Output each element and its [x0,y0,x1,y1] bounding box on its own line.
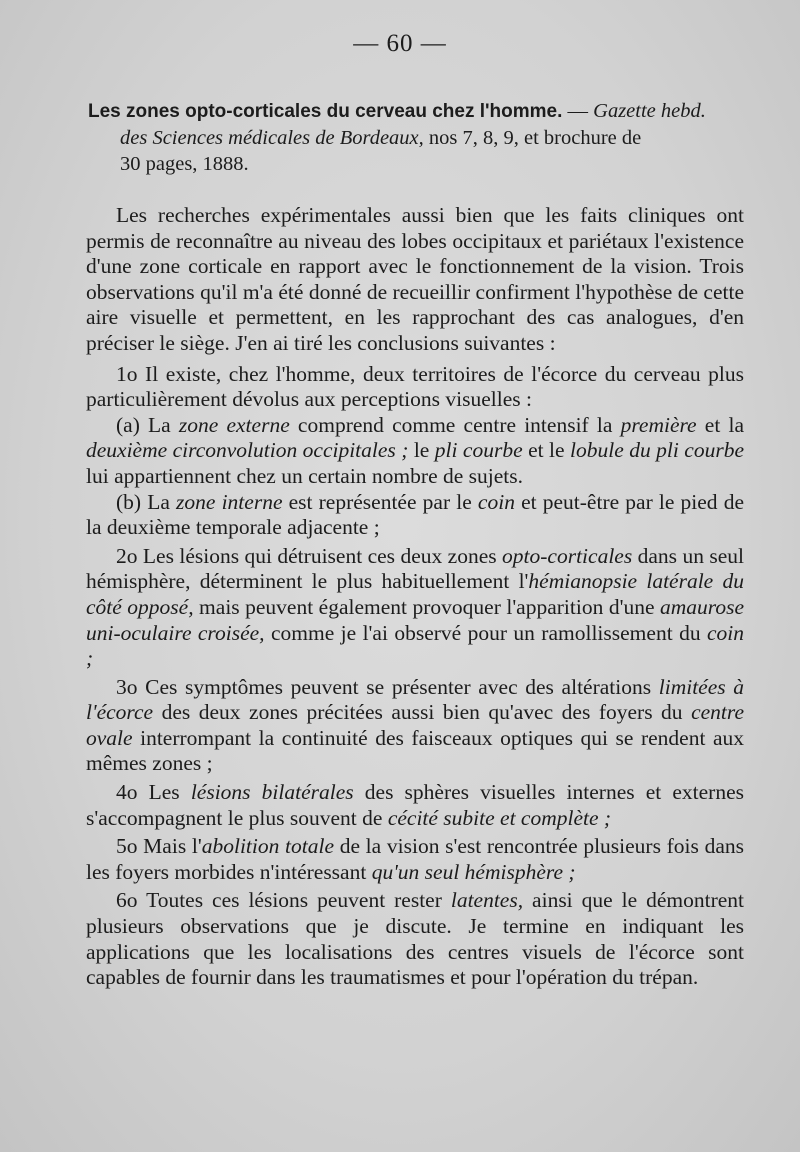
italic-run: lobule du pli courbe [570,438,744,463]
text-run: 4o Les [116,780,191,805]
text-run: et le [522,438,571,463]
text-run: est représentée par le [282,489,478,514]
text-run: 3o Ces symptômes peuvent se présenter avec des altérations [116,674,659,699]
reference-journal-line1: Gazette hebd. [593,100,706,122]
text-run: comprend comme centre intensif la [289,412,621,437]
reference-journal-line2: des Sciences médicales de Bordeaux, [120,127,424,149]
article-body [86,203,744,994]
text-run: des deux zones précitées aussi bien qu'avec des foyers du [153,700,692,725]
text-run: et la [696,412,744,437]
conclusion-4 [86,780,744,831]
intro-paragraph: Les recherches expérimentales aussi bien que les faits cliniques ont permis de reconnaître au niveau des lobes occipitaux et pariétaux l'existence d'une zone corticale en rapport avec le fonctionnement de la vision. Trois observations qu'il m'a été donné de recueillir confirment l'hypothèse de cette aire visuelle et permettent, en les rapprochant des cas analogues, d'en préciser le siège. J'en ai tiré les conclusions suivantes : [86,203,744,355]
italic-run: cécité subite et complète ; [387,805,612,830]
italic-run: abolition totale [201,834,335,859]
text-run: 2o Les lésions qui détruisent ces deux zones [116,543,503,568]
reference-title: Les zones opto-corticales du cerveau chez l'homme. [88,101,563,122]
italic-run: zone externe [178,412,290,437]
text-run: le [408,438,435,463]
italic-run: coin ; [86,620,745,671]
bibliographic-reference [88,98,743,177]
reference-pages: 30 pages, 1888. [120,153,249,175]
italic-run: zone interne [176,489,283,514]
italic-run: lésions bilatérales [190,780,354,805]
conclusion-2 [86,544,744,672]
page-number: — 60 — [353,30,447,57]
italic-run: pli courbe [434,438,523,463]
text-run: (a) La [116,412,179,437]
text-run: interrompant la continuité des faisceaux optiques qui se rendent aux mêmes zones ; [86,725,744,776]
reference-dash: — [562,100,594,122]
conclusion-6 [86,888,744,990]
conclusion-1: 1o Il existe, chez l'homme, deux territoires de l'écorce du cerveau plus particulièrement dévolus aux perceptions visuelles : [86,361,744,412]
text-run: (b) La [116,489,177,514]
reference-issues: nos 7, 8, 9, et brochure de [423,127,642,149]
italic-run: amaurose uni-oculaire croisée, [86,594,744,645]
italic-run: centre ovale [86,700,744,750]
text-run: des sphères visuelles internes et externes s'accompagnent le plus souvent de [86,780,745,830]
text-run: comme je l'ai observé pour un ramollissement du [264,620,707,645]
italic-run: coin [477,489,515,514]
text-run: dans un seul hémisphère, déterminent le plus habituellement l' [86,543,744,594]
text-run: 6o Toutes ces lésions peuvent rester [116,888,451,913]
italic-run: deuxième circonvolution occipitales ; [86,438,409,463]
conclusion-1b [86,490,744,541]
text-run: lui appartiennent chez un certain nombre de sujets. [86,463,524,488]
text-run: et peut-être par le pied de la deuxième temporale adjacente ; [86,489,744,540]
conclusion-1a [86,413,744,490]
italic-run: latentes, [450,888,524,913]
italic-run: limitées à l'écorce [86,674,745,725]
text-run: ainsi que le démontrent plusieurs observations que je discute. Je termine en indiquant les applications que les localisations des centres visuels de l'écorce sont capables de fournir dans les traumatismes et pour l'opération du trépan. [86,888,744,990]
italic-run: opto-corticales [502,543,633,568]
text-run: 5o Mais l' [116,834,202,859]
conclusion-5 [86,834,744,885]
italic-run: hémianopsie latérale du côté opposé, [86,569,744,619]
conclusion-3 [86,675,744,777]
italic-run: qu'un seul hémisphère ; [371,859,576,884]
reference-line2 [88,125,743,151]
italic-run: première [620,412,697,437]
text-run: mais peuvent également provoquer l'apparition d'une [193,594,660,619]
text-run: de la vision s'est rencontrée plusieurs fois dans les foyers morbides n'intéressant [86,834,744,884]
